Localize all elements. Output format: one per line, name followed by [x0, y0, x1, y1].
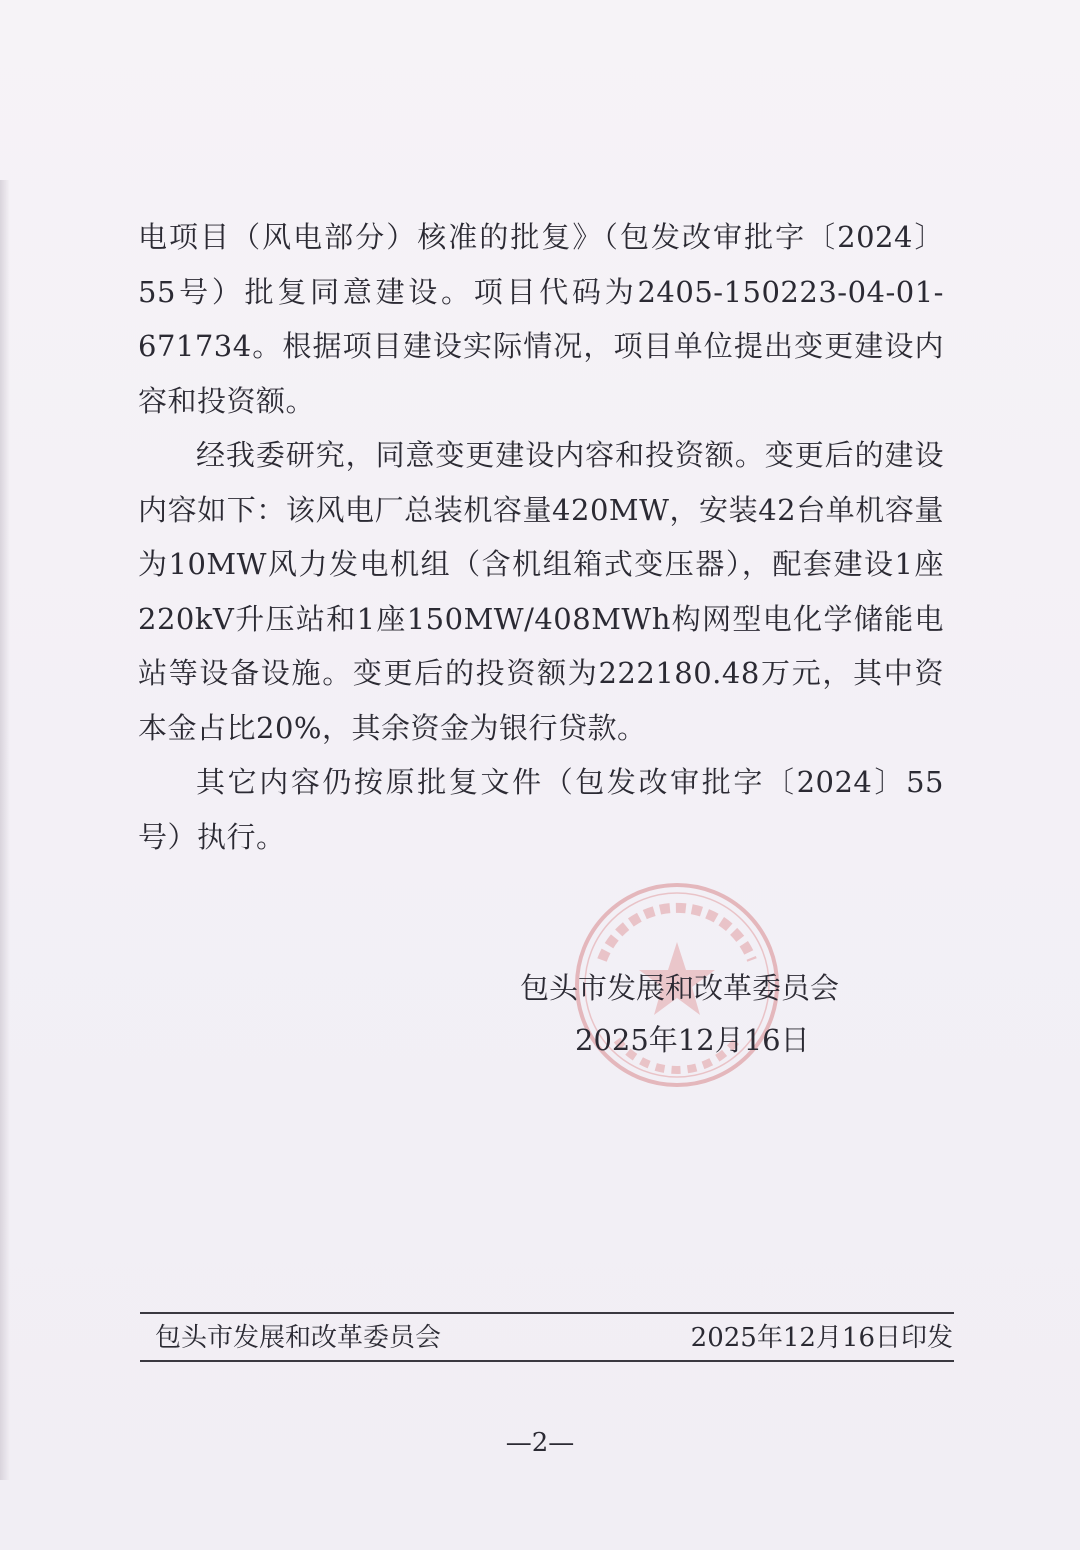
- footer-bottom-rule: [140, 1360, 954, 1362]
- footer-issue-date: 2025年12月16日印发: [690, 1323, 953, 1353]
- signature-block: [520, 962, 850, 1066]
- page-number: —2—: [505, 1428, 575, 1458]
- signature-date: 2025年12月16日: [575, 1023, 810, 1057]
- document-body: [138, 210, 944, 864]
- footer-top-rule: [140, 1312, 954, 1314]
- paragraph-approval-reference: 电项目（风电部分）核准的批复》（包发改审批字〔2024〕55号）批复同意建设。项目代码为2405-150223-04-01-671734。根据项目建设实际情况，项目单位提出变更建设内容和投资额。: [138, 220, 944, 418]
- paragraph-other-content: 其它内容仍按原批复文件（包发改审批字〔2024〕55号）执行。: [138, 765, 944, 854]
- signature-organization: 包头市发展和改革委员会: [520, 971, 840, 1005]
- footer-issuer: 包头市发展和改革委员会: [155, 1323, 442, 1353]
- page-edge-shadow: [0, 180, 10, 1480]
- paragraph-change-content: 经我委研究，同意变更建设内容和投资额。变更后的建设内容如下：该风电厂总装机容量420MW，安装42台单机容量为10MW风力发电机组（含机组箱式变压器），配套建设1座220kV升压站和1座150MW/408MWh构网型电化学储能电站等设备设施。变更后的投资额为222180.48万元，其中资本金占比20%，其余资金为银行贷款。: [138, 438, 944, 745]
- issuance-footer: [155, 1318, 953, 1358]
